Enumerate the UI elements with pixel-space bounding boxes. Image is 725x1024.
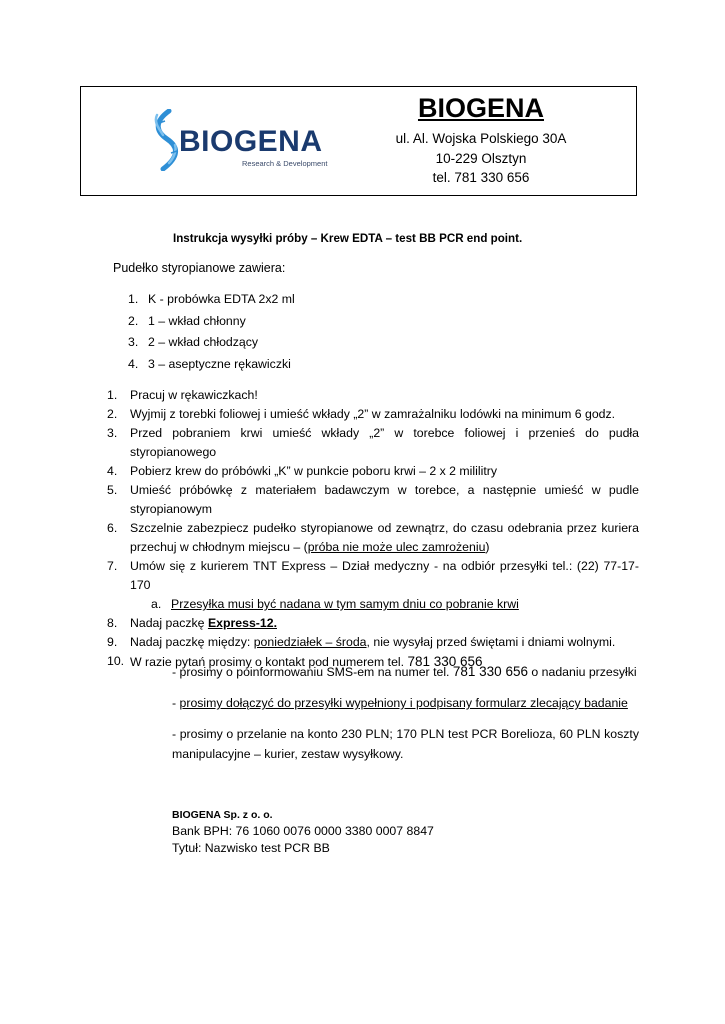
step-8: 8. Nadaj paczkę Express-12. (107, 616, 277, 630)
note-payment: - prosimy o przelanie na konto 230 PLN; 170 PLN test PCR Borelioza, 60 PLN koszty manipulacyjne – kurier, zestaw wysyłkowy. (172, 727, 639, 761)
biogena-logo (149, 109, 328, 171)
logo-subtitle: Research & Development (242, 159, 328, 168)
shipping-steps-list (107, 386, 639, 672)
document-title: Instrukcja wysyłki próby – Krew EDTA – test BB PCR end point. (173, 232, 523, 245)
step-4: 4. Pobierz krew do próbówki „K” w punkcie poboru krwi – 2 x 2 mililitry (107, 464, 497, 478)
letterhead-box (80, 86, 637, 196)
step-10: 10. W razie pytań prosimy o kontakt pod numerem tel. 781 330 656 (107, 654, 483, 669)
step-7: 7. Umów się z kurierem TNT Express – Dział medyczny - na odbiór przesyłki tel.: (22) 77-17-170 (107, 559, 639, 592)
list-item: 1. K - probówka EDTA 2x2 ml (128, 292, 295, 306)
list-item: 2. 1 – wkład chłonny (128, 313, 246, 328)
step-6: 6. Szczelnie zabezpiecz pudełko styropianowe od zewnątrz, do czasu odebrania przez kuriera przechuj w chłodnym miejscu – (próba nie może ulec zamrożeniu) (107, 521, 639, 554)
note-sms: - prosimy o poinformowaniu SMS-em na numer tel. 781 330 656 o nadaniu przesyłki (172, 664, 637, 679)
step-7a: a. Przesyłka musi być nadana w tym samym dniu co pobranie krwi (151, 597, 519, 611)
company-name: BIOGENA (417, 93, 544, 123)
address-line-1: ul. Al. Wojska Polskiego 30A (395, 131, 567, 146)
footer-company: BIOGENA Sp. z o. o. (172, 809, 273, 821)
box-contents-intro: Pudełko styropianowe zawiera: (113, 261, 286, 275)
note-form: - prosimy dołączyć do przesyłki wypełniony i podpisany formularz zlecający badanie (172, 696, 628, 710)
transfer-title: Tytuł: Nazwisko test PCR BB (172, 841, 330, 855)
bank-account: Bank BPH: 76 1060 0076 0000 3380 0007 8847 (172, 824, 434, 838)
list-item: 3. 2 – wkład chłodzący (128, 335, 259, 349)
step-9: 9. Nadaj paczkę między: poniedziałek – środa, nie wysyłaj przed świętami i dniami wolnymi. (107, 635, 616, 649)
company-block (361, 93, 601, 188)
list-item: 4. 3 – aseptyczne rękawiczki (128, 356, 291, 371)
logo-wordmark: BIOGENA (179, 125, 323, 158)
phone-line: tel. 781 330 656 (432, 170, 530, 185)
box-contents-list (128, 289, 295, 375)
step-5: 5. Umieść próbówkę z materiałem badawczym w torebce, a następnie umieść w pudle styropianowym (107, 483, 639, 516)
step-1: 1. Pracuj w rękawiczkach! (107, 388, 258, 402)
payment-footer (172, 807, 434, 857)
step-2: 2. Wyjmij z torebki foliowej i umieść wkłady „2” w zamrażalniku lodówki na minimum 6 godz. (107, 407, 616, 421)
step-3: 3. Przed pobraniem krwi umieść wkłady „2” w torebce foliowej i przenieś do pudła styropianowego (107, 426, 639, 459)
address-line-2: 10-229 Olsztyn (435, 150, 527, 166)
